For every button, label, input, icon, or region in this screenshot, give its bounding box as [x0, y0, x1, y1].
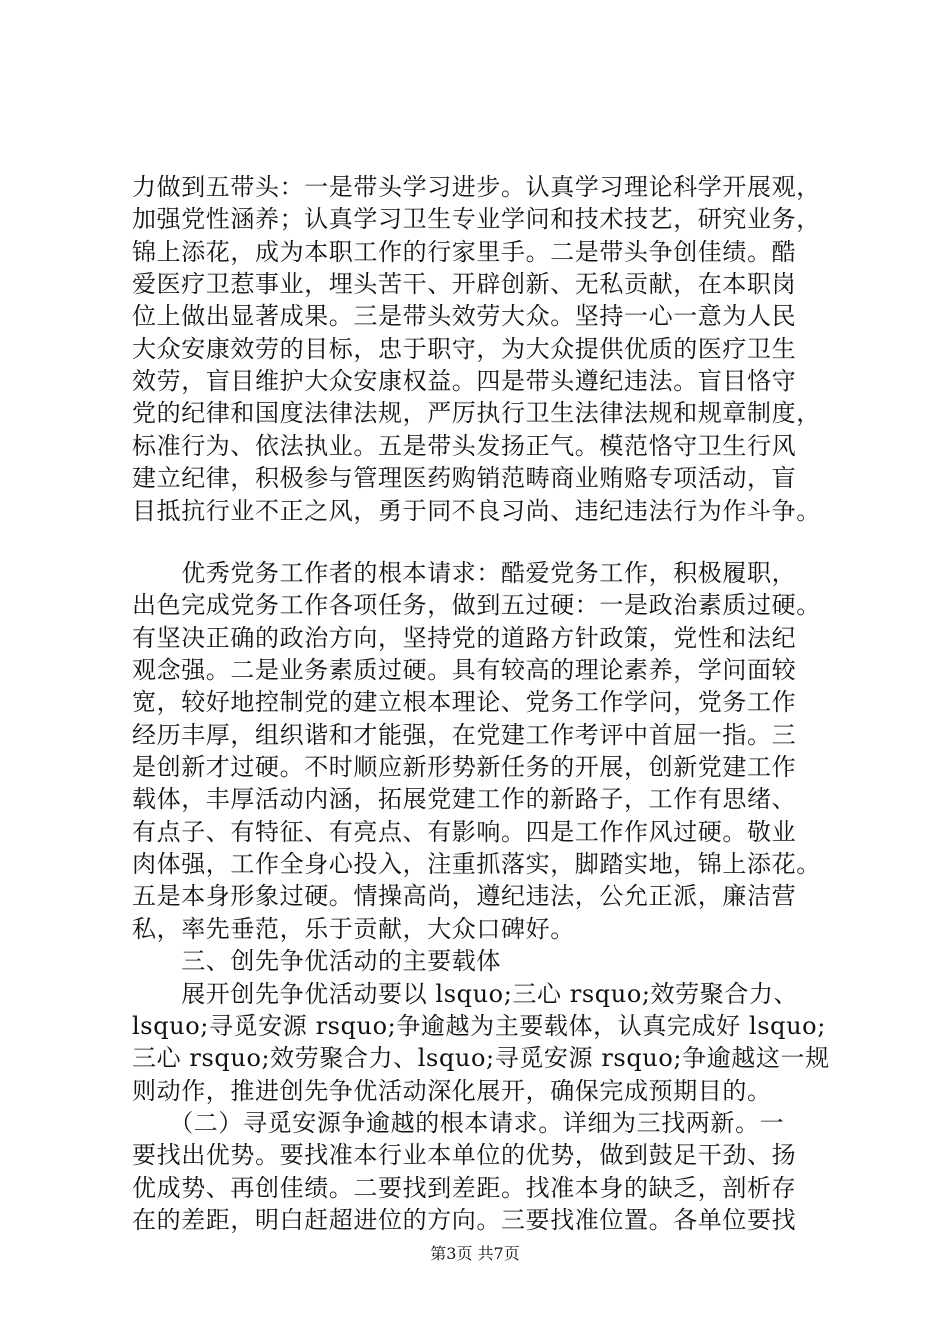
- body-text-line: 大众安康效劳的目标，忠于职守，为大众提供优质的医疗卫生: [132, 334, 797, 363]
- body-text-line: 加强党性涵养；认真学习卫生专业学问和技术技艺，研究业务，: [132, 205, 821, 234]
- body-text-line: 则动作，推进创先争优活动深化展开，确保完成预期目的。: [132, 1076, 772, 1105]
- body-text-line: 肉体强，工作全身心投入，注重抓落实，脚踏实地，锦上添花。: [132, 850, 821, 879]
- section-heading: 三、创先争优活动的主要载体: [132, 947, 501, 976]
- body-text-line: 经历丰厚，组织谐和才能强，在党建工作考评中首屈一指。三: [132, 720, 797, 749]
- body-text-line: 在的差距，明白赶超进位的方向。三要找准位置。各单位要找: [132, 1206, 797, 1234]
- body-text-line: 观念强。二是业务素质过硬。具有较高的理论素养，学问面较: [132, 655, 797, 684]
- paragraph-first-line: （二）寻觅安源争逾越的根本请求。详细为三找两新。一: [132, 1108, 785, 1137]
- body-text-line: 有坚决正确的政治方向，坚持党的道路方针政策，党性和法纪: [132, 623, 797, 652]
- body-text-line: 五是本身形象过硬。情操高尚，遵纪违法，公允正派，廉洁营: [132, 882, 797, 911]
- body-text-line: 位上做出显著成果。三是带头效劳大众。坚持一心一意为人民: [132, 302, 797, 331]
- body-text-line: 建立纪律，积极参与管理医药购销范畴商业贿赂专项活动，盲: [132, 464, 797, 493]
- body-text-line: 私，率先垂范，乐于贡献，大众口碑好。: [132, 914, 575, 943]
- body-text-line: 要找出优势。要找准本行业本单位的优势，做到鼓足干劲、扬: [132, 1141, 797, 1170]
- body-text-line: 出色完成党务工作各项任务，做到五过硬：一是政治素质过硬。: [132, 591, 821, 620]
- paragraph-first-line: 优秀党务工作者的根本请求：酷爱党务工作，积极履职，: [132, 558, 797, 587]
- body-text-line: 有点子、有特征、有亮点、有影响。四是工作作风过硬。敬业: [132, 817, 797, 846]
- body-text-line: 目抵抗行业不正之风，勇于同不良习尚、违纪违法行为作斗争。: [132, 496, 821, 525]
- body-text-line: 三心 rsquo;效劳聚合力、lsquo;寻觅安源 rsquo;争逾越这一规: [132, 1044, 830, 1073]
- paragraph-first-line: 展开创先争优活动要以 lsquo;三心 rsquo;效劳聚合力、: [132, 979, 799, 1008]
- body-text-line: 宽，较好地控制党的建立根本理论、党务工作学问，党务工作: [132, 688, 797, 717]
- body-text-line: 效劳，盲目维护大众安康权益。四是带头遵纪违法。盲目恪守: [132, 367, 797, 396]
- body-text-line: 优成势、再创佳绩。二要找到差距。找准本身的缺乏，剖析存: [132, 1173, 797, 1202]
- body-text-line: 力做到五带头：一是带头学习进步。认真学习理论科学开展观，: [132, 173, 821, 201]
- body-text-line: lsquo;寻觅安源 rsquo;争逾越为主要载体，认真完成好 lsquo;: [132, 1011, 826, 1040]
- body-text-line: 锦上添花，成为本职工作的行家里手。二是带头争创佳绩。酷: [132, 237, 797, 266]
- body-text-line: 党的纪律和国度法律法规，严厉执行卫生法律法规和规章制度，: [132, 399, 821, 428]
- body-text-line: 标准行为、依法执业。五是带头发扬正气。模范恪守卫生行风: [132, 431, 797, 460]
- body-text-line: 爱医疗卫惹事业，埋头苦干、开辟创新、无私贡献，在本职岗: [132, 270, 797, 299]
- page-number-footer: 第3页 共7页: [430, 1244, 520, 1263]
- body-text-line: 载体，丰厚活动内涵，拓展党建工作的新路子，工作有思绪、: [132, 785, 797, 814]
- body-text-line: 是创新才过硬。不时顺应新形势新任务的开展，创新党建工作: [132, 753, 797, 782]
